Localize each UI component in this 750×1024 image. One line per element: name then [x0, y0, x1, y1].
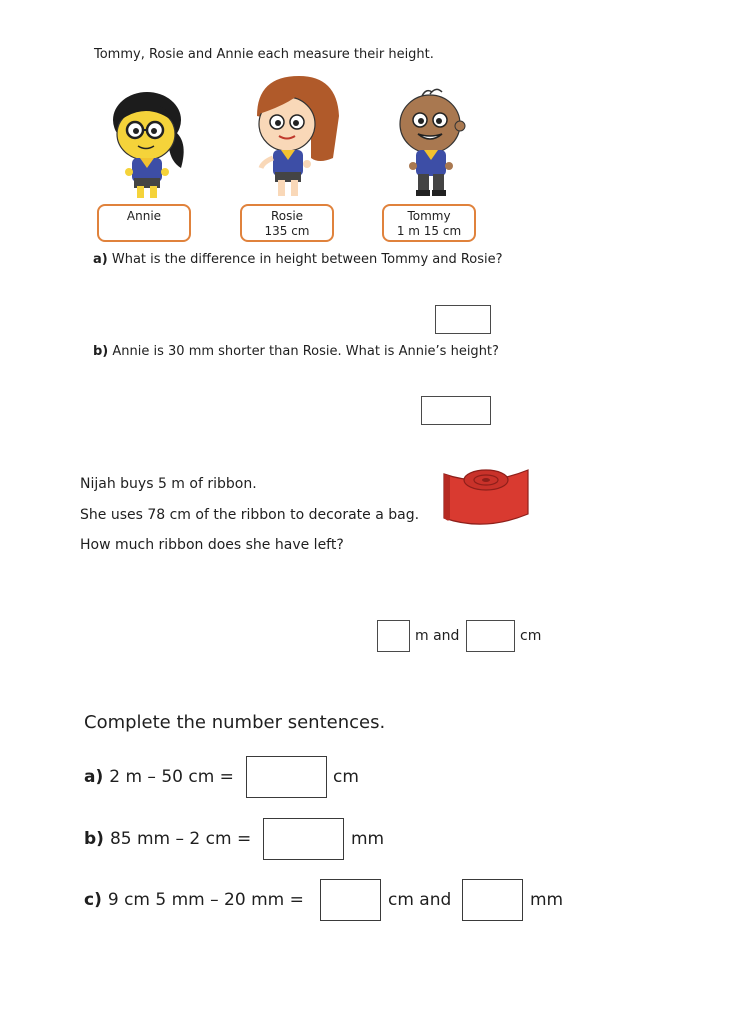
q1-part-a — [93, 252, 503, 267]
q2-line1: Nijah buys 5 m of ribbon. — [80, 476, 257, 492]
q3-c-expression: 9 cm 5 mm – 20 mm = — [107, 890, 304, 910]
name-card-rosie — [240, 204, 334, 242]
tommy-illustration — [386, 86, 476, 200]
q3-a-line — [84, 767, 234, 787]
q3-a-label: a) — [84, 767, 104, 787]
q3-b-unit: mm — [351, 829, 385, 849]
ribbon-roll-illustration — [438, 464, 532, 530]
q2-unit-m: m and — [415, 628, 460, 644]
name-card-tommy — [382, 204, 476, 242]
annie-illustration — [100, 90, 195, 200]
rosie-name: Rosie — [270, 209, 304, 223]
q2-line3: How much ribbon does she have left? — [80, 537, 344, 553]
q1-part-a-text: What is the difference in height between Tommy and Rosie? — [111, 252, 503, 267]
q3-a-answer-box[interactable] — [246, 756, 327, 798]
q2-unit-cm: cm — [520, 628, 542, 644]
name-card-annie — [97, 204, 191, 242]
q2-line2: She uses 78 cm of the ribbon to decorate a bag. — [80, 507, 420, 523]
q3-c-label: c) — [84, 890, 102, 910]
q1-part-b-label: b) — [93, 344, 109, 359]
q3-b-label: b) — [84, 829, 104, 849]
q1-a-answer-box[interactable] — [435, 305, 491, 334]
q3-title: Complete the number sentences. — [84, 712, 386, 733]
q1-intro: Tommy, Rosie and Annie each measure their height. — [94, 47, 434, 62]
q3-b-line — [84, 829, 251, 849]
q1-b-answer-box[interactable] — [421, 396, 491, 425]
q3-c-line — [84, 890, 304, 910]
q3-c-cm-answer-box[interactable] — [320, 879, 381, 921]
annie-name: Annie — [126, 209, 162, 223]
q3-c-unit2: mm — [530, 890, 564, 910]
q1-part-b-text: Annie is 30 mm shorter than Rosie. What is Annie’s height? — [112, 344, 499, 359]
q1-part-b — [93, 344, 499, 359]
q1-part-a-label: a) — [93, 252, 108, 267]
q3-a-expression: 2 m – 50 cm = — [109, 767, 234, 787]
q3-a-unit: cm — [333, 767, 359, 787]
q3-b-expression: 85 mm – 2 cm = — [109, 829, 252, 849]
tommy-height: 1 m 15 cm — [396, 224, 462, 238]
q3-c-mm-answer-box[interactable] — [462, 879, 523, 921]
rosie-height: 135 cm — [264, 224, 310, 238]
q3-c-unit1: cm and — [388, 890, 452, 910]
rosie-illustration — [245, 76, 345, 200]
q3-b-answer-box[interactable] — [263, 818, 344, 860]
q2-metres-answer-box[interactable] — [377, 620, 410, 652]
q2-centimetres-answer-box[interactable] — [466, 620, 515, 652]
tommy-name: Tommy — [407, 209, 451, 223]
